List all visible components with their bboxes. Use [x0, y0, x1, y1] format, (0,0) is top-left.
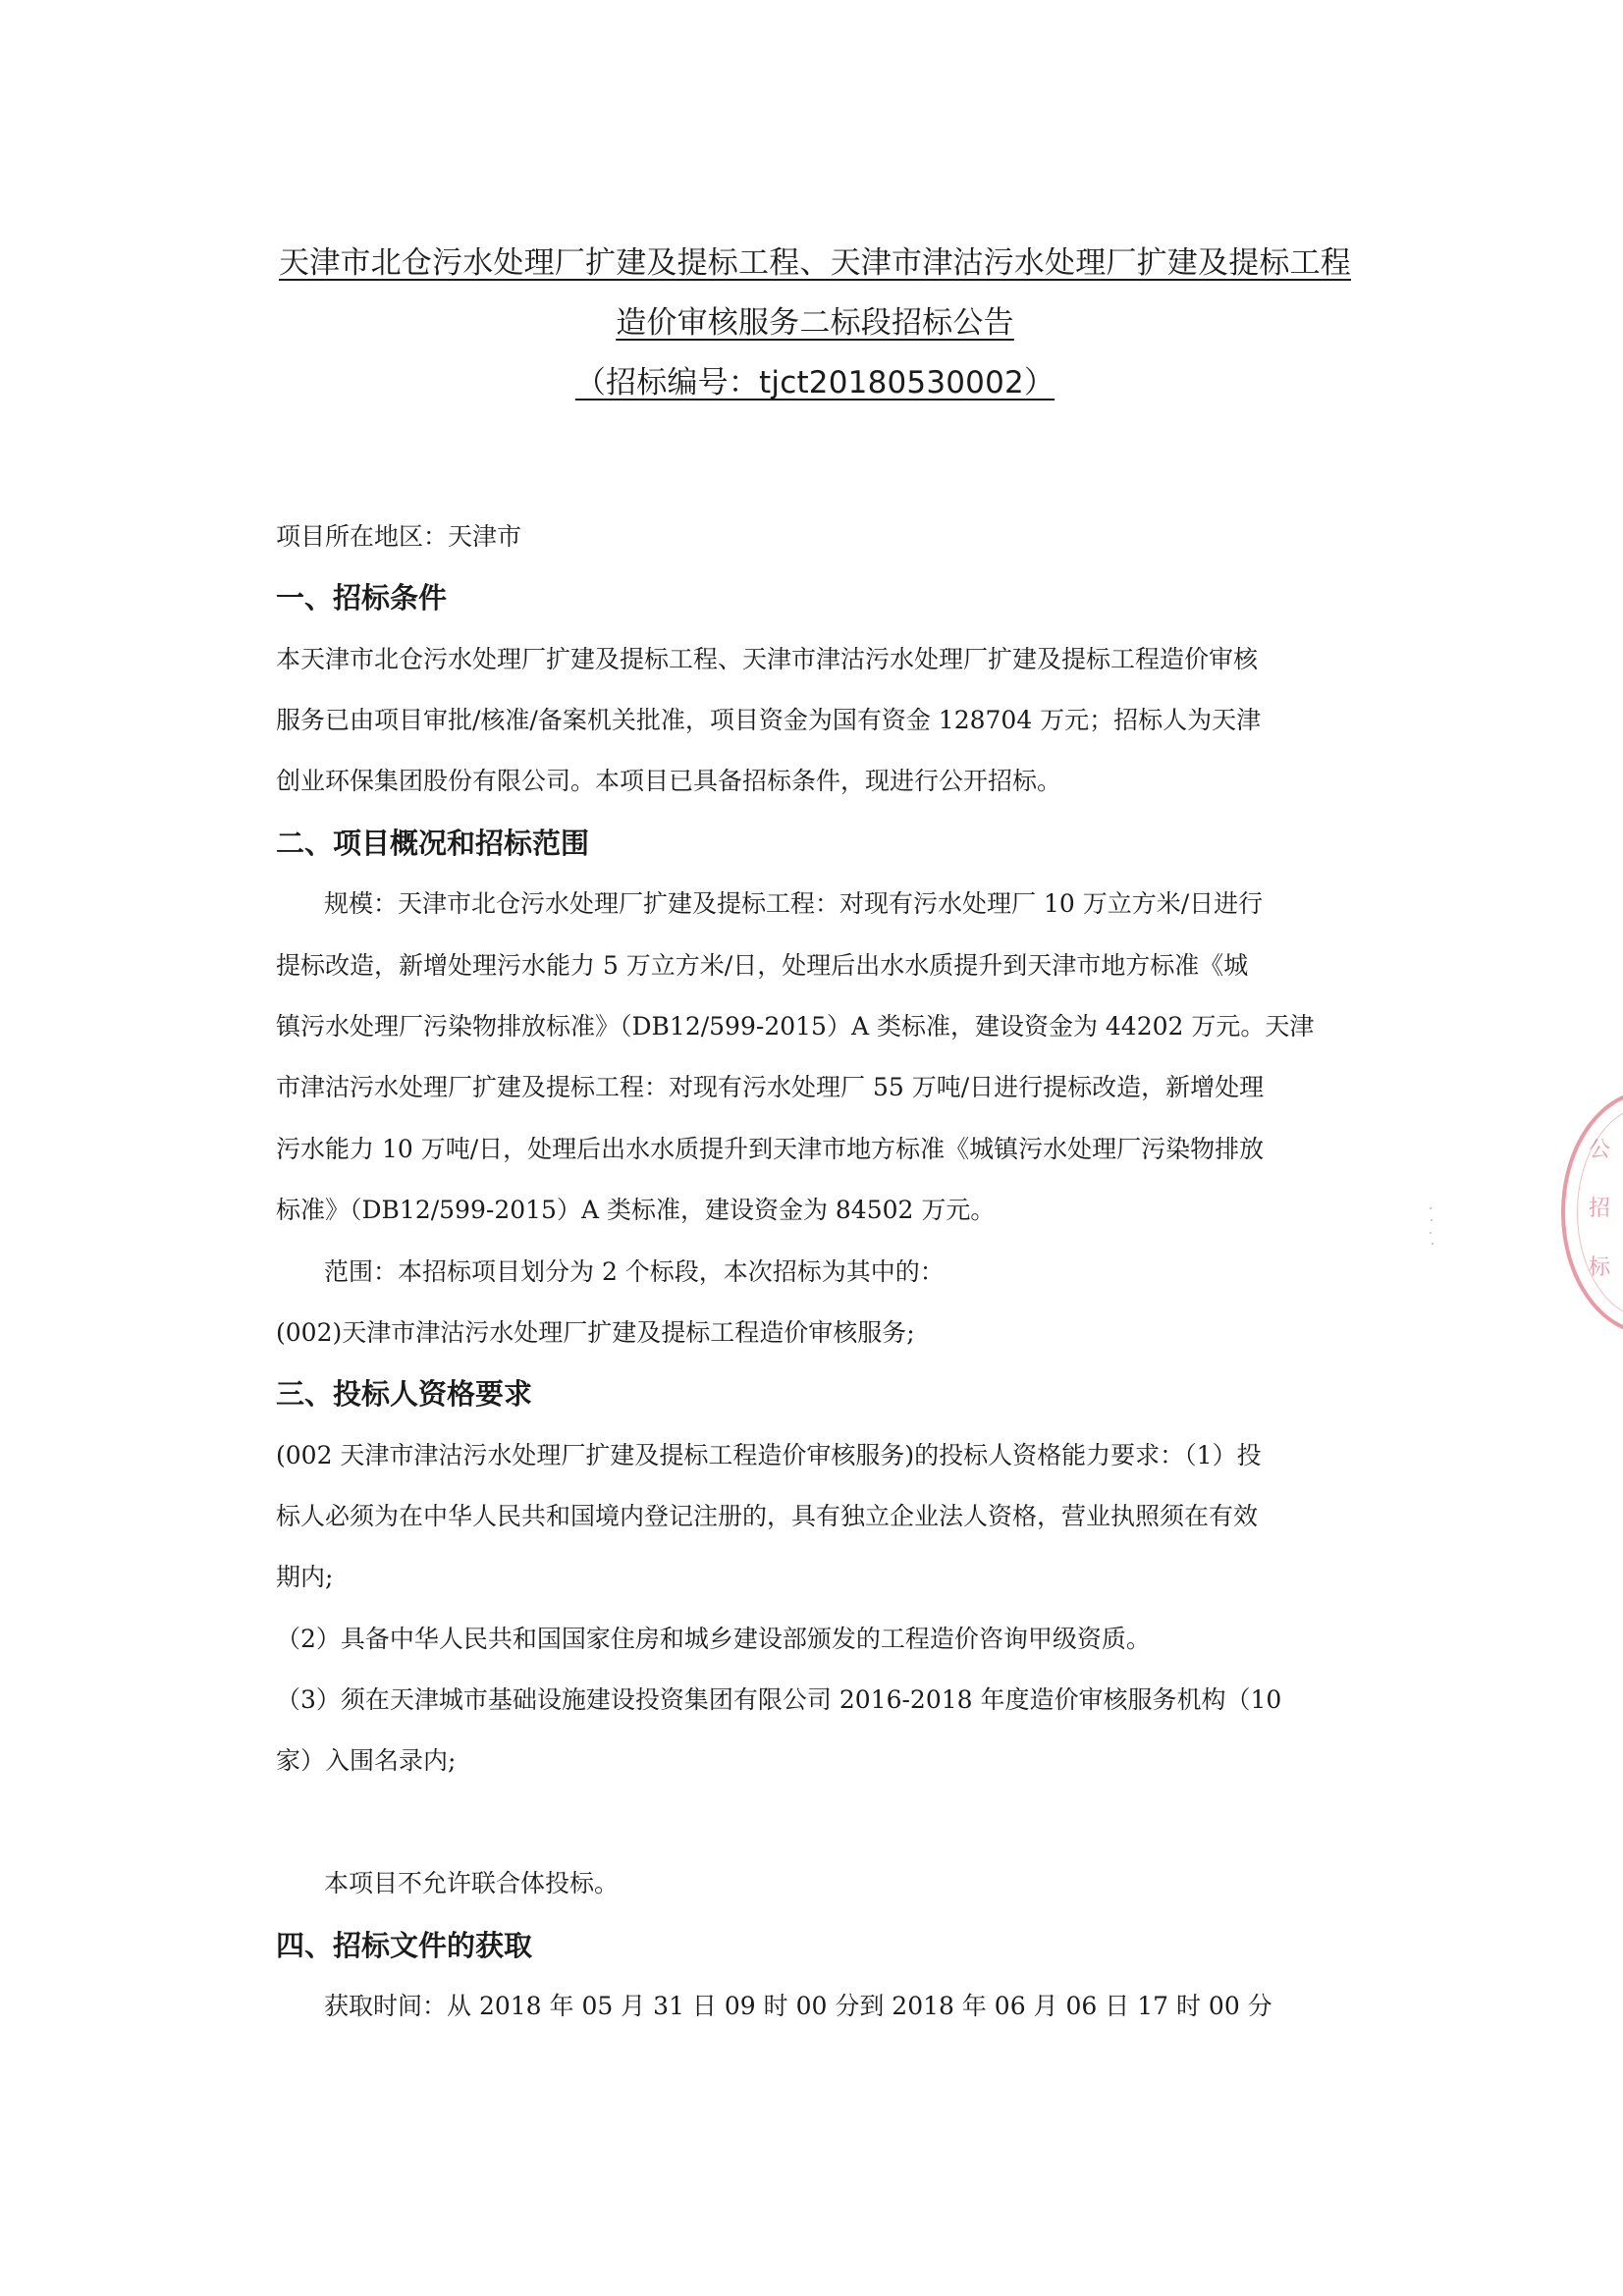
title-line-2: 造价审核服务二标段招标公告	[616, 305, 1014, 341]
section-3-heading: 三、投标人资格要求	[276, 1377, 533, 1411]
seal-stamp	[1561, 1090, 1623, 1335]
section-2-heading: 二、项目概况和招标范围	[276, 827, 590, 860]
section-3-line: (002 天津市津沽污水处理厂扩建及提标工程造价审核服务)的投标人资格能力要求：（1）投	[276, 1441, 1262, 1469]
section-2-line: 范围：本招标项目划分为 2 个标段，本次招标为其中的：	[324, 1257, 945, 1286]
section-3-line: 标人必须为在中华人民共和国境内登记注册的，具有独立企业法人资格，营业执照须在有效	[276, 1502, 1259, 1530]
project-region: 项目所在地区：天津市	[276, 522, 522, 551]
stamp-glyph: 标	[1589, 1255, 1611, 1280]
section-2-line: 标准》（DB12/599-2015）A 类标准，建设资金为 84502 万元。	[276, 1196, 996, 1224]
section-2-line: 市津沽污水处理厂扩建及提标工程：对现有污水处理厂 55 万吨/日进行提标改造，新增处理	[276, 1073, 1265, 1101]
section-4-line: 获取时间：从 2018 年 05 月 31 日 09 时 00 分到 2018 年 06 月 06 日 17 时 00 分	[324, 1992, 1272, 2020]
section-3-line: （3）须在天津城市基础设施建设投资集团有限公司 2016-2018 年度造价审核服务机构（10	[276, 1685, 1282, 1714]
title-line-1: 天津市北仓污水处理厂扩建及提标工程、天津市津沽污水处理厂扩建及提标工程	[279, 245, 1351, 281]
stamp-glyph: 招	[1589, 1197, 1611, 1221]
section-3-line: （2）具备中华人民共和国国家住房和城乡建设部颁发的工程造价咨询甲级资质。	[276, 1625, 1151, 1653]
section-2-line: 规模：天津市北仓污水处理厂扩建及提标工程：对现有污水处理厂 10 万立方米/日进行	[324, 889, 1264, 918]
tender-number: （招标编号：tjct20180530002）	[574, 365, 1055, 400]
section-2-line: (002)天津市津沽污水处理厂扩建及提标工程造价审核服务;	[276, 1318, 915, 1347]
stamp-glyph: 公	[1589, 1138, 1611, 1162]
section-4-heading: 四、招标文件的获取	[276, 1929, 533, 1962]
section-3-line: 期内;	[276, 1563, 334, 1591]
section-2-line: 提标改造，新增处理污水能力 5 万立方米/日，处理后出水水质提升到天津市地方标准《城	[276, 951, 1249, 980]
section-3-line: 家）入围名录内;	[276, 1746, 457, 1775]
section-1-line: 服务已由项目审批/核准/备案机关批准，项目资金为国有资金 128704 万元；招标人为天津	[276, 706, 1262, 734]
section-1-heading: 一、招标条件	[276, 581, 448, 614]
section-1-line: 创业环保集团股份有限公司。本项目已具备招标条件，现进行公开招标。	[276, 767, 1062, 795]
scan-specks	[1430, 1207, 1435, 1247]
section-1-line: 本天津市北仓污水处理厂扩建及提标工程、天津市津沽污水处理厂扩建及提标工程造价审核	[276, 645, 1259, 673]
document-title	[236, 243, 1394, 423]
section-2-line: 污水能力 10 万吨/日，处理后出水水质提升到天津市地方标准《城镇污水处理厂污染物排放	[276, 1135, 1265, 1163]
section-2-line: 镇污水处理厂污染物排放标准》（DB12/599-2015）A 类标准，建设资金为 44202 万元。天津	[276, 1012, 1315, 1041]
section-3-line: 本项目不允许联合体投标。	[324, 1869, 620, 1897]
